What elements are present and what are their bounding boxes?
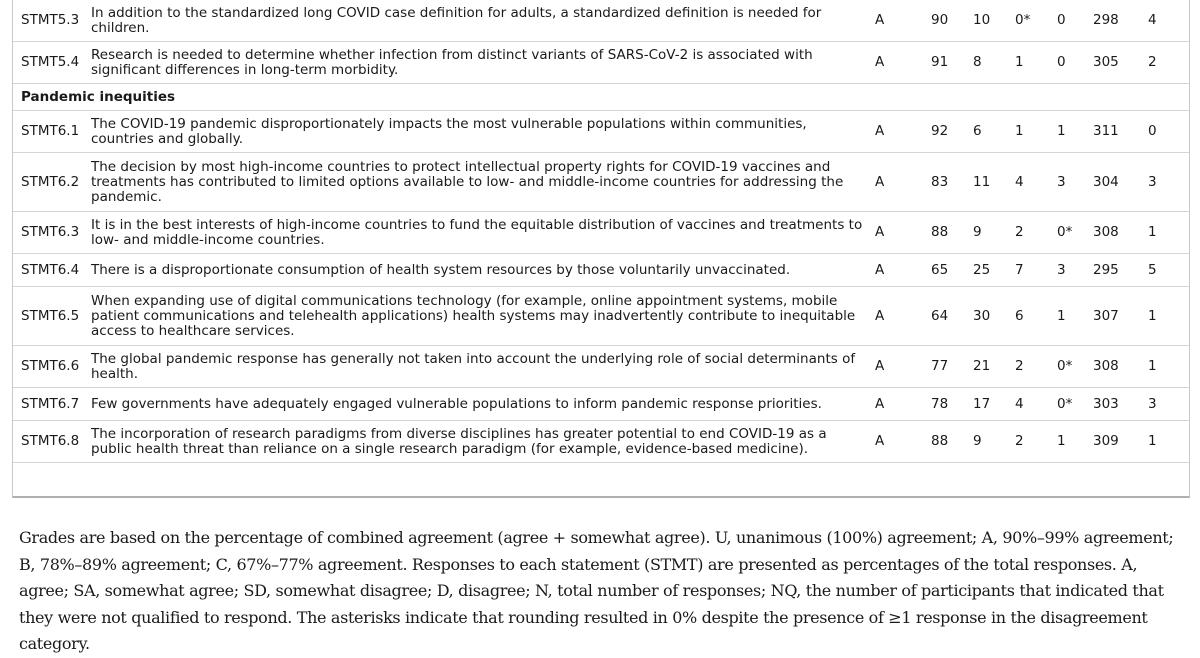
n-cell: 311 — [1093, 111, 1148, 153]
table-footnote: Grades are based on the percentage of combined agreement (agree + somewhat agree). U, unanimous (100%) agreement; A, 90%–99% agreement; B, 78%–89% agreement; C, 67%–77% agreement. Responses to each statement (STMT) are presented as percentages of the total responses. A, agree; SA, somewhat agree; SD, somewhat disagree; D, disagree; N, total number of responses; NQ, the number of participants that indicated that they were not qualified to respond. The asterisks indicate that rounding resulted in 0% despite the presence of ≥1 response in the disagreement category. — [19, 528, 1174, 653]
statement-id: STMT6.7 — [13, 388, 89, 421]
grade-cell: A — [875, 111, 931, 153]
agree-cell: 64 — [931, 287, 973, 346]
disagree-cell: 0 — [1057, 42, 1093, 84]
table-row — [13, 0, 1189, 42]
nq-cell: 5 — [1148, 254, 1189, 287]
nq-cell: 3 — [1148, 153, 1189, 212]
table-row — [13, 42, 1189, 84]
grade-cell: A — [875, 0, 931, 42]
grade-cell: A — [875, 421, 931, 463]
somewhat-disagree-cell: 2 — [1015, 212, 1057, 254]
somewhat-disagree-cell: 2 — [1015, 346, 1057, 388]
statement-id: STMT6.1 — [13, 111, 89, 153]
n-cell: 304 — [1093, 153, 1148, 212]
grade-cell: A — [875, 212, 931, 254]
n-cell: 298 — [1093, 0, 1148, 42]
nq-cell: 2 — [1148, 42, 1189, 84]
agree-cell: 88 — [931, 421, 973, 463]
disagree-cell: 1 — [1057, 111, 1093, 153]
somewhat-agree-cell: 11 — [973, 153, 1015, 212]
somewhat-disagree-cell: 6 — [1015, 287, 1057, 346]
statement-id: STMT6.3 — [13, 212, 89, 254]
grade-cell: A — [875, 346, 931, 388]
statement-id: STMT6.5 — [13, 287, 89, 346]
disagree-cell: 0* — [1057, 388, 1093, 421]
nq-cell: 3 — [1148, 388, 1189, 421]
table-row — [13, 111, 1189, 153]
statement-id: STMT6.6 — [13, 346, 89, 388]
statement-text: The COVID-19 pandemic disproportionately impacts the most vulnerable populations within communities, countries and globally. — [89, 111, 875, 153]
n-cell: 303 — [1093, 388, 1148, 421]
somewhat-disagree-cell: 2 — [1015, 421, 1057, 463]
somewhat-agree-cell: 17 — [973, 388, 1015, 421]
table-row — [13, 421, 1189, 463]
table-row — [13, 287, 1189, 346]
n-cell: 305 — [1093, 42, 1148, 84]
grade-cell: A — [875, 287, 931, 346]
statement-id: STMT5.4 — [13, 42, 89, 84]
disagree-cell: 1 — [1057, 421, 1093, 463]
statement-id: STMT6.8 — [13, 421, 89, 463]
disagree-cell: 0* — [1057, 212, 1093, 254]
statement-text: In addition to the standardized long COVID case definition for adults, a standardized definition is needed for children. — [89, 0, 875, 42]
nq-cell: 1 — [1148, 212, 1189, 254]
agree-cell: 91 — [931, 42, 973, 84]
n-cell: 308 — [1093, 212, 1148, 254]
n-cell: 309 — [1093, 421, 1148, 463]
somewhat-agree-cell: 10 — [973, 0, 1015, 42]
somewhat-agree-cell: 9 — [973, 212, 1015, 254]
disagree-cell: 3 — [1057, 153, 1093, 212]
disagree-cell: 0 — [1057, 0, 1093, 42]
somewhat-agree-cell: 30 — [973, 287, 1015, 346]
nq-cell: 4 — [1148, 0, 1189, 42]
somewhat-agree-cell: 9 — [973, 421, 1015, 463]
somewhat-disagree-cell: 4 — [1015, 388, 1057, 421]
agree-cell: 65 — [931, 254, 973, 287]
statement-id: STMT5.3 — [13, 0, 89, 42]
section-header-row — [13, 84, 1189, 111]
somewhat-disagree-cell: 0* — [1015, 0, 1057, 42]
somewhat-agree-cell: 21 — [973, 346, 1015, 388]
agree-cell: 77 — [931, 346, 973, 388]
agree-cell: 78 — [931, 388, 973, 421]
n-cell: 308 — [1093, 346, 1148, 388]
table-row — [13, 153, 1189, 212]
statement-text: The global pandemic response has generally not taken into account the underlying role of social determinants of health. — [89, 346, 875, 388]
table-row — [13, 346, 1189, 388]
nq-cell: 1 — [1148, 346, 1189, 388]
nq-cell: 1 — [1148, 287, 1189, 346]
somewhat-disagree-cell: 4 — [1015, 153, 1057, 212]
disagree-cell: 0* — [1057, 346, 1093, 388]
statement-text: The incorporation of research paradigms from diverse disciplines has greater potential to end COVID-19 as a public health threat than reliance on a single research paradigm (for example, evidence-based medicine). — [89, 421, 875, 463]
grade-cell: A — [875, 42, 931, 84]
section-title: Pandemic inequities — [13, 84, 1189, 111]
grade-cell: A — [875, 153, 931, 212]
n-cell: 295 — [1093, 254, 1148, 287]
grade-cell: A — [875, 254, 931, 287]
somewhat-disagree-cell: 7 — [1015, 254, 1057, 287]
somewhat-agree-cell: 25 — [973, 254, 1015, 287]
agree-cell: 90 — [931, 0, 973, 42]
statement-text: When expanding use of digital communications technology (for example, online appointment systems, mobile patient communications and telehealth applications) health systems may inadvertently contribute to inequitable access to healthcare services. — [89, 287, 875, 346]
agree-cell: 83 — [931, 153, 973, 212]
table-row — [13, 388, 1189, 421]
statement-id: STMT6.4 — [13, 254, 89, 287]
statement-text: It is in the best interests of high-income countries to fund the equitable distribution of vaccines and treatments to low- and middle-income countries. — [89, 212, 875, 254]
somewhat-disagree-cell: 1 — [1015, 111, 1057, 153]
statements-table-container — [12, 0, 1190, 498]
somewhat-agree-cell: 6 — [973, 111, 1015, 153]
grade-cell: A — [875, 388, 931, 421]
somewhat-disagree-cell: 1 — [1015, 42, 1057, 84]
statements-table — [13, 0, 1189, 463]
statement-text: There is a disproportionate consumption of health system resources by those voluntarily unvaccinated. — [89, 254, 875, 287]
disagree-cell: 1 — [1057, 287, 1093, 346]
agree-cell: 88 — [931, 212, 973, 254]
somewhat-agree-cell: 8 — [973, 42, 1015, 84]
n-cell: 307 — [1093, 287, 1148, 346]
nq-cell: 1 — [1148, 421, 1189, 463]
statement-text: The decision by most high-income countries to protect intellectual property rights for COVID-19 vaccines and treatments has contributed to limited options available to low- and middle-income countries for addressing the pandemic. — [89, 153, 875, 212]
statement-text: Research is needed to determine whether infection from distinct variants of SARS-CoV-2 is associated with significant differences in long-term morbidity. — [89, 42, 875, 84]
table-row — [13, 212, 1189, 254]
nq-cell: 0 — [1148, 111, 1189, 153]
statement-text: Few governments have adequately engaged vulnerable populations to inform pandemic response priorities. — [89, 388, 875, 421]
statement-id: STMT6.2 — [13, 153, 89, 212]
table-row — [13, 254, 1189, 287]
agree-cell: 92 — [931, 111, 973, 153]
disagree-cell: 3 — [1057, 254, 1093, 287]
